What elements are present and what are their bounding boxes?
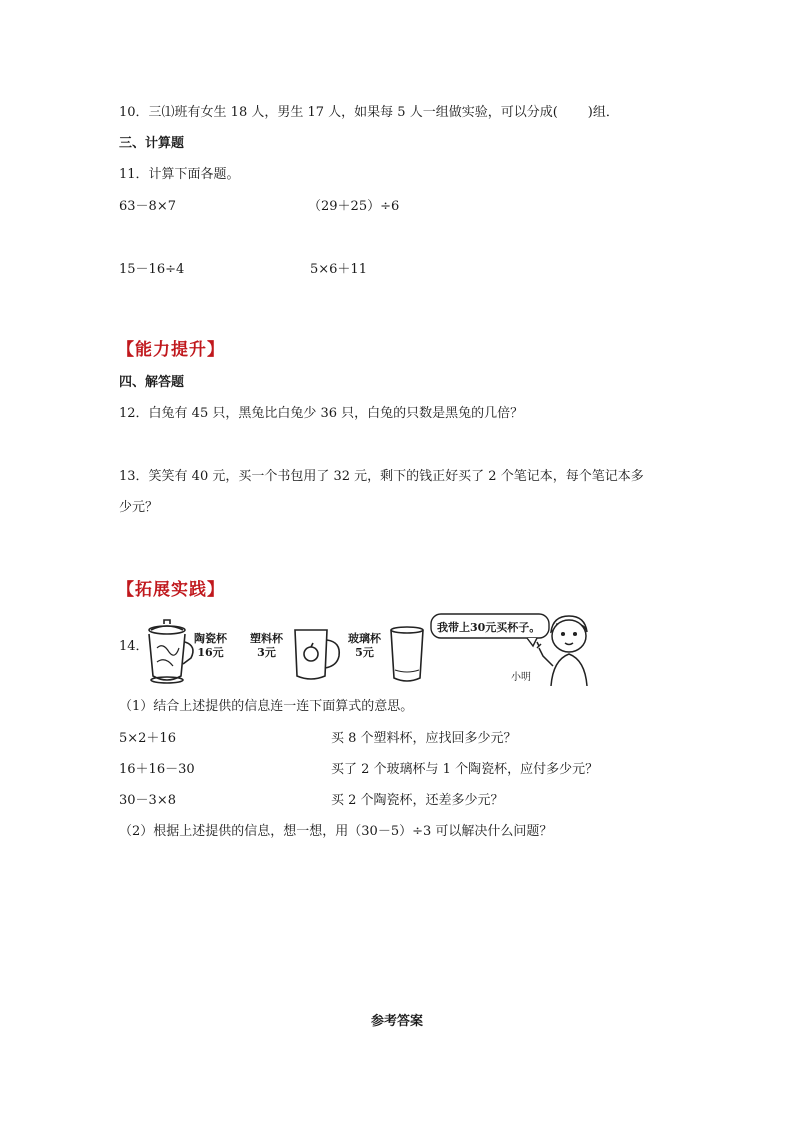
question-14-number: 14． [119, 639, 149, 654]
plastic-cup-label [250, 632, 283, 660]
match-expr-2[interactable]: 16＋16－30 [119, 762, 195, 777]
question-10-text: 10．三⑴班有女生 18 人，男生 17 人，如果每 5 人一组做实验，可以分成( [119, 105, 558, 120]
question-13-line-2: 少元？ [119, 500, 159, 515]
ceramic-cup-label [194, 632, 227, 660]
match-meaning-1[interactable]: 买 8 个塑料杯，应找回多少元？ [331, 731, 517, 746]
plastic-cup-name: 塑料杯 [250, 632, 283, 645]
section-3-title: 三、计算题 [119, 136, 185, 151]
ceramic-cup-icon [149, 620, 193, 683]
match-meaning-2[interactable]: 买了 2 个玻璃杯与 1 个陶瓷杯，应付多少元？ [331, 762, 599, 777]
q14-part-2: （2）根据上述提供的信息，想一想，用（30－5）÷3 可以解决什么问题？ [119, 824, 553, 839]
speech-text: 我带上30元买杯子。 [437, 621, 541, 634]
glass-cup-icon [391, 627, 423, 681]
match-expr-1[interactable]: 5×2＋16 [119, 731, 176, 746]
person-name: 小明 [511, 672, 531, 683]
calc-item-1: 63－8×7 [119, 199, 176, 214]
glass-cup-label [348, 632, 381, 660]
question-13-line-1: 13．笑笑有 40 元，买一个书包用了 32 元，剩下的钱正好买了 2 个笔记本，每个笔记本多 [119, 469, 644, 484]
calc-item-3: 15－16÷4 [119, 262, 185, 277]
question-10-suffix: )组． [587, 105, 619, 120]
ceramic-cup-name: 陶瓷杯 [194, 632, 227, 645]
q14-part-1: （1）结合上述提供的信息连一连下面算式的意思。 [119, 699, 414, 714]
answer-key-title: 参考答案 [370, 1014, 423, 1029]
section-4-title: 四、解答题 [119, 375, 185, 390]
expand-section-title: 【拓展实践】 [117, 580, 225, 600]
plastic-cup-icon [295, 630, 339, 679]
question-11-prompt: 11．计算下面各题。 [119, 167, 240, 182]
calc-item-2: （29＋25）÷6 [308, 199, 400, 214]
q14-figure [119, 612, 589, 692]
ceramic-cup-price: 16元 [197, 646, 224, 659]
ability-section-title: 【能力提升】 [117, 340, 225, 360]
question-10 [119, 104, 619, 122]
match-expr-3[interactable]: 30－3×8 [119, 793, 176, 808]
glass-cup-price: 5元 [355, 646, 374, 659]
plastic-cup-price: 3元 [257, 646, 276, 659]
calc-item-4: 5×6＋11 [310, 262, 367, 277]
glass-cup-name: 玻璃杯 [348, 632, 381, 645]
match-meaning-3[interactable]: 买 2 个陶瓷杯，还差多少元？ [331, 793, 504, 808]
question-12: 12．白兔有 45 只，黑兔比白兔少 36 只，白兔的只数是黑兔的几倍？ [119, 406, 524, 421]
